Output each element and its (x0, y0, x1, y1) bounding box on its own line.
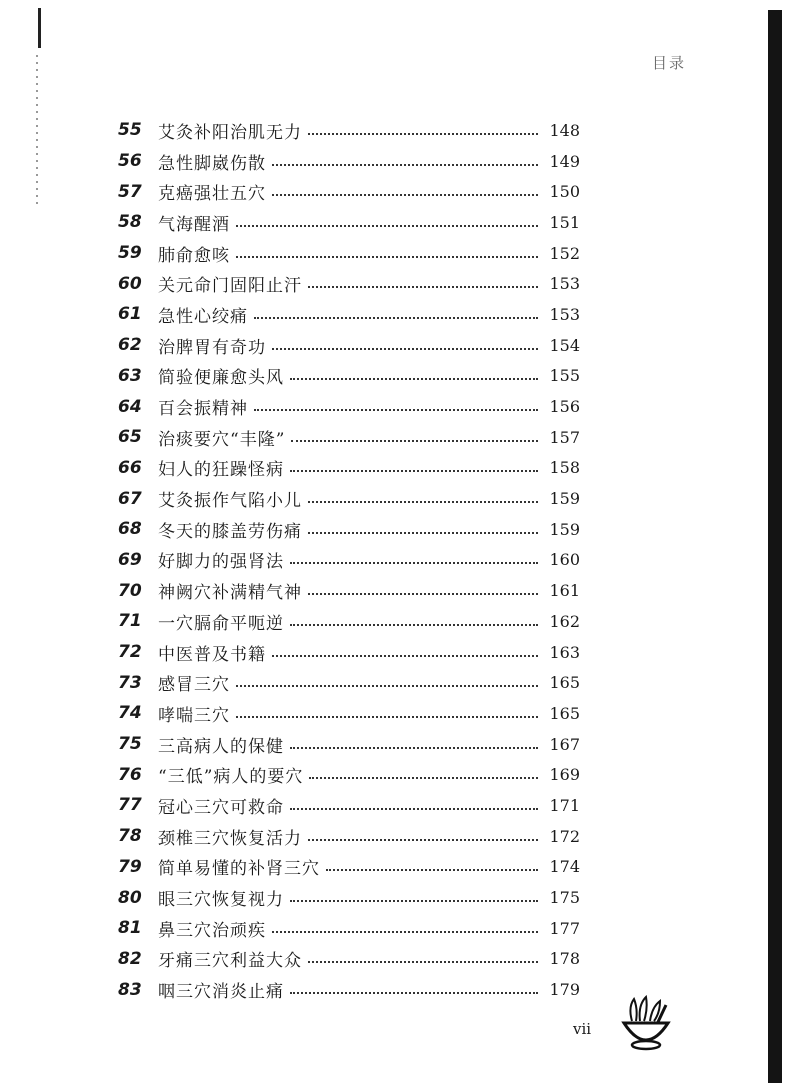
toc-entry (118, 882, 580, 913)
entry-page: 175 (549, 888, 580, 908)
toc-entry (118, 422, 580, 453)
page-number: vii (573, 1020, 592, 1038)
toc-entry (118, 759, 580, 790)
entry-title: 艾灸补阳治肌无力 (158, 122, 302, 143)
dot-leader (236, 224, 538, 227)
dot-leader (290, 991, 538, 994)
toc-entry (118, 545, 580, 576)
entry-title: 百会振精神 (158, 399, 248, 420)
entry-page: 161 (549, 581, 580, 601)
entry-title: 神阙穴补满精气神 (158, 583, 302, 604)
dot-leader (326, 868, 538, 871)
entry-number: 64 (118, 396, 142, 417)
entry-number: 59 (118, 243, 142, 264)
entry-number: 78 (118, 826, 142, 847)
dot-leader (290, 807, 538, 810)
toc-entry (118, 299, 580, 330)
entry-page: 149 (549, 151, 580, 171)
entry-page: 169 (549, 765, 580, 785)
toc-entry (118, 146, 580, 177)
dot-leader (254, 316, 538, 319)
toc-entry (118, 729, 580, 760)
toc-entry (118, 944, 580, 975)
toc-entry (118, 974, 580, 1005)
entry-page: 177 (549, 918, 580, 938)
toc-entry (118, 453, 580, 484)
dot-leader (308, 285, 538, 288)
entry-title: 简验便廉愈头风 (158, 368, 284, 389)
entry-title: 克癌强壮五穴 (158, 184, 266, 205)
dot-leader (308, 592, 538, 595)
toc-entry (118, 207, 580, 238)
dot-leader (309, 776, 538, 779)
dot-leader (254, 408, 538, 411)
dot-leader (290, 561, 538, 564)
entry-title: 眼三穴恢复视力 (158, 890, 284, 911)
entry-page: 165 (549, 703, 580, 723)
toc-entry (118, 790, 580, 821)
dot-leader (308, 960, 538, 963)
toc-entry (118, 575, 580, 606)
toc-entry (118, 821, 580, 852)
entry-number: 68 (118, 519, 142, 540)
entry-title: 气海醒酒 (158, 214, 230, 235)
entry-title: 急性心绞痛 (158, 306, 248, 327)
dot-leader (272, 930, 538, 933)
entry-title: 咽三穴消炎止痛 (158, 982, 284, 1003)
entry-title: 妇人的狂躁怪病 (158, 460, 284, 481)
entry-page: 162 (549, 611, 580, 631)
entry-page: 171 (549, 795, 580, 815)
entry-number: 69 (118, 549, 142, 570)
entry-number: 73 (118, 672, 142, 693)
dot-leader (290, 469, 538, 472)
toc-entry (118, 913, 580, 944)
entry-number: 74 (118, 703, 142, 724)
toc-entry (118, 238, 580, 269)
entry-number: 65 (118, 427, 142, 448)
dot-leader (236, 255, 538, 258)
toc-entry (118, 268, 580, 299)
entry-number: 77 (118, 795, 142, 816)
toc-entry (118, 514, 580, 545)
entry-number: 80 (118, 887, 142, 908)
entry-title: 简单易懂的补肾三穴 (158, 859, 320, 880)
entry-number: 79 (118, 856, 142, 877)
entry-number: 61 (118, 304, 142, 325)
entry-number: 60 (118, 273, 142, 294)
entry-page: 179 (549, 980, 580, 1000)
toc-entry (118, 330, 580, 361)
entry-page: 163 (549, 642, 580, 662)
toc-entry (118, 606, 580, 637)
dot-leader (290, 899, 538, 902)
page-edge-shadow (768, 10, 782, 1083)
toc-entry (118, 852, 580, 883)
entry-page: 153 (549, 274, 580, 294)
mortar-with-herbs-icon (618, 995, 674, 1051)
toc-entry (118, 483, 580, 514)
binding-edge-dots (36, 55, 38, 205)
entry-page: 150 (549, 182, 580, 202)
entry-title: 冬天的膝盖劳伤痛 (158, 521, 302, 542)
dot-leader (308, 132, 538, 135)
toc-entry (118, 637, 580, 668)
entry-title: 艾灸振作气陷小儿 (158, 491, 302, 512)
entry-page: 158 (549, 458, 580, 478)
entry-number: 76 (118, 764, 142, 785)
entry-title: 肺俞愈咳 (158, 245, 230, 266)
entry-number: 62 (118, 335, 142, 356)
entry-number: 82 (118, 948, 142, 969)
entry-title: 中医普及书籍 (158, 644, 266, 665)
dot-leader (272, 193, 538, 196)
entry-page: 178 (549, 949, 580, 969)
entry-number: 75 (118, 734, 142, 755)
entry-title: 牙痛三穴利益大众 (158, 951, 302, 972)
entry-title: 三高病人的保健 (158, 736, 284, 757)
entry-number: 56 (118, 151, 142, 172)
entry-number: 83 (118, 979, 142, 1000)
entry-page: 153 (549, 304, 580, 324)
entry-page: 151 (549, 212, 580, 232)
running-header: 目录 (652, 54, 687, 72)
entry-number: 63 (118, 365, 142, 386)
entry-page: 172 (549, 826, 580, 846)
entry-page: 165 (549, 673, 580, 693)
entry-title: 颈椎三穴恢复活力 (158, 828, 302, 849)
binding-edge-mark (38, 8, 41, 48)
entry-title: 感冒三穴 (158, 675, 230, 696)
entry-number: 71 (118, 611, 142, 632)
dot-leader (308, 838, 538, 841)
entry-page: 152 (549, 243, 580, 263)
entry-page: 160 (549, 550, 580, 570)
toc-entry (118, 391, 580, 422)
entry-number: 66 (118, 457, 142, 478)
entry-number: 81 (118, 918, 142, 939)
entry-page: 167 (549, 734, 580, 754)
dot-leader (308, 500, 538, 503)
entry-page: 174 (549, 857, 580, 877)
entry-number: 70 (118, 580, 142, 601)
toc-entry (118, 698, 580, 729)
dot-leader (290, 746, 538, 749)
entry-page: 154 (549, 335, 580, 355)
entry-title: 鼻三穴治顽疾 (158, 920, 266, 941)
entry-page: 155 (549, 366, 580, 386)
table-of-contents (118, 115, 580, 1005)
dot-leader (290, 623, 538, 626)
entry-title: 关元命门固阳止汗 (158, 276, 302, 297)
entry-page: 159 (549, 489, 580, 509)
entry-title: 治脾胃有奇功 (158, 337, 266, 358)
dot-leader (290, 377, 538, 380)
dot-leader (308, 531, 538, 534)
dot-leader (291, 439, 538, 442)
entry-title: 一穴膈俞平呃逆 (158, 613, 284, 634)
dot-leader (236, 684, 538, 687)
toc-entry (118, 667, 580, 698)
dot-leader (272, 347, 538, 350)
dot-leader (236, 715, 538, 718)
entry-number: 57 (118, 181, 142, 202)
entry-number: 72 (118, 642, 142, 663)
entry-title: 好脚力的强肾法 (158, 552, 284, 573)
entry-page: 156 (549, 397, 580, 417)
toc-entry (118, 115, 580, 146)
toc-entry (118, 361, 580, 392)
entry-page: 148 (549, 120, 580, 140)
entry-number: 67 (118, 488, 142, 509)
toc-entry (118, 176, 580, 207)
entry-number: 55 (118, 120, 142, 141)
entry-title: 冠心三穴可救命 (158, 797, 284, 818)
entry-title: “三低”病人的要穴 (158, 767, 304, 788)
entry-number: 58 (118, 212, 142, 233)
entry-page: 159 (549, 519, 580, 539)
entry-title: 治痰要穴“丰隆” (158, 429, 286, 450)
dot-leader (272, 163, 538, 166)
entry-page: 157 (549, 427, 580, 447)
dot-leader (272, 654, 538, 657)
entry-title: 急性脚崴伤散 (158, 153, 266, 174)
entry-title: 哮喘三穴 (158, 705, 230, 726)
